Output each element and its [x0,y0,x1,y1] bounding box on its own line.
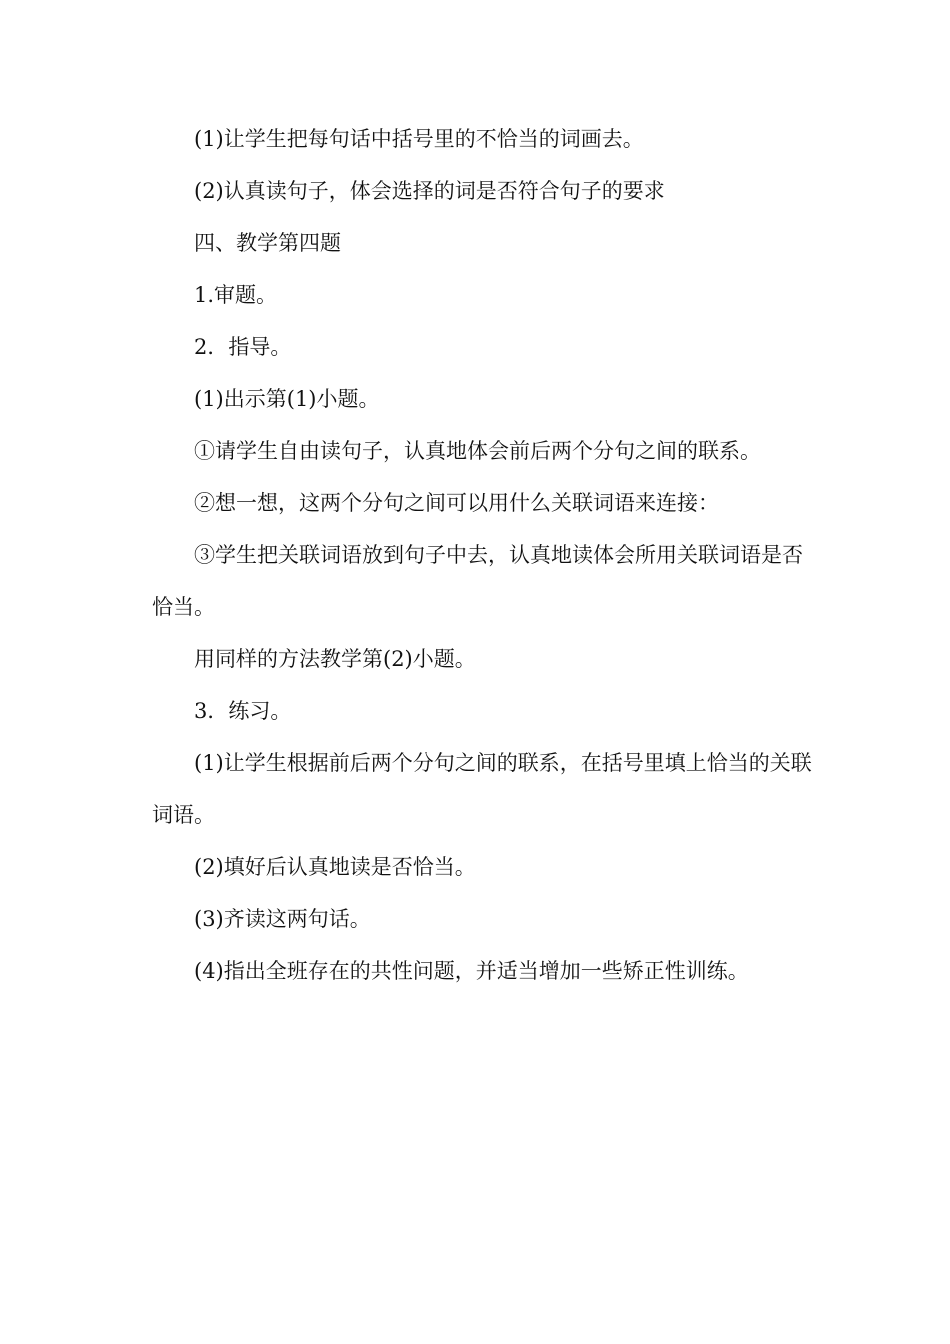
paragraph-step-3: 3．练习。 [194,699,292,723]
paragraph-sub-1: (1)出示第(1)小题。 [194,387,380,411]
paragraph-step-1: 1.审题。 [194,283,278,307]
paragraph-circled-2: ②想一想，这两个分句之间可以用什么关联词语来连接： [194,491,719,515]
paragraph-step-2: 2．指导。 [194,335,292,359]
paragraph-practice-3: (3)齐读这两句话。 [194,907,371,931]
paragraph-practice-1: (1)让学生根据前后两个分句之间的联系，在括号里填上恰当的关联词语。 [152,751,812,827]
paragraph-practice-2: (2)填好后认真地读是否恰当。 [194,855,476,879]
paragraph-practice-4: (4)指出全班存在的共性问题，并适当增加一些矫正性训练。 [194,959,749,983]
section-heading-4: 四、教学第四题 [194,231,341,255]
document-body [152,113,812,997]
paragraph-circled-3: ③学生把关联词语放到句子中去，认真地读体会所用关联词语是否恰当。 [152,543,803,619]
paragraph-same-method: 用同样的方法教学第(2)小题。 [194,647,476,671]
paragraph-2: (2)认真读句子，体会选择的词是否符合句子的要求 [194,179,665,203]
paragraph-1: (1)让学生把每句话中括号里的不恰当的词画去。 [194,127,644,151]
paragraph-circled-1: ①请学生自由读句子，认真地体会前后两个分句之间的联系。 [194,439,761,463]
